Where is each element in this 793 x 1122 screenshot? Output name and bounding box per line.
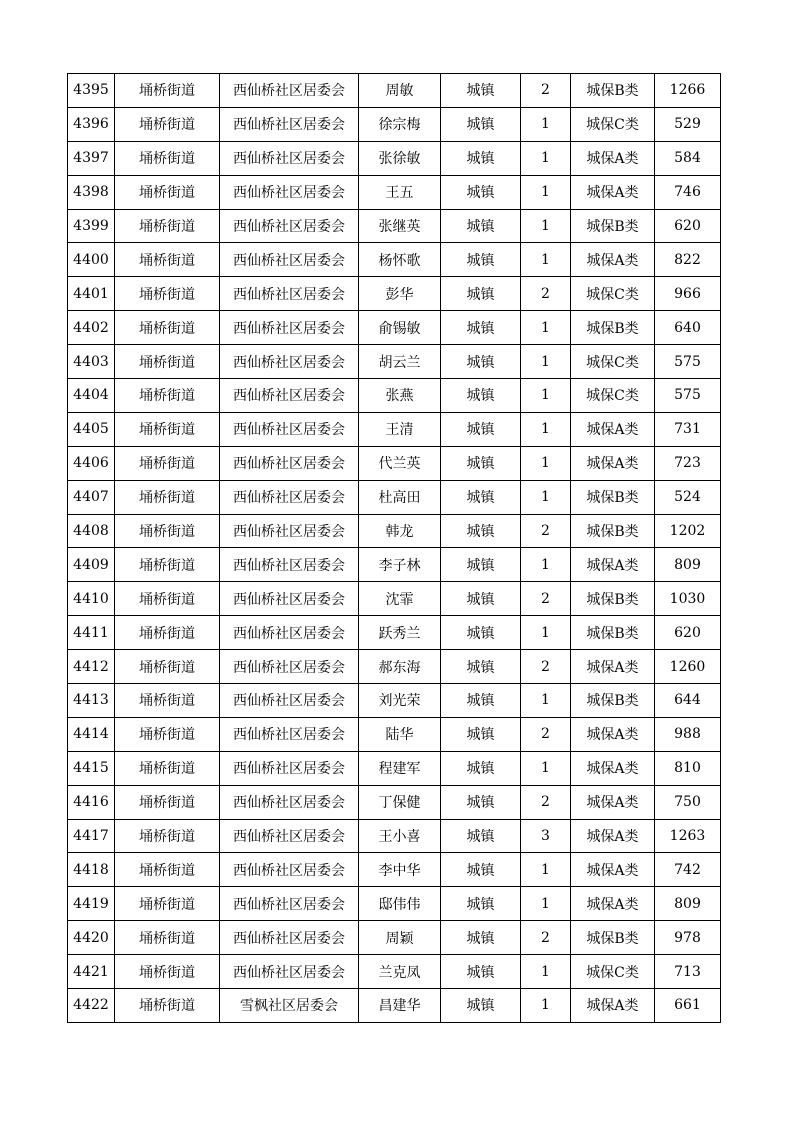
table-row bbox=[68, 514, 721, 548]
serial-number-cell: 4420 bbox=[68, 921, 115, 955]
serial-number-cell: 4401 bbox=[68, 277, 115, 311]
amount-cell: 1260 bbox=[655, 650, 721, 684]
subdistrict-cell: 埇桥街道 bbox=[115, 717, 220, 751]
amount-cell: 731 bbox=[655, 412, 721, 446]
community-cell: 西仙桥社区居委会 bbox=[220, 616, 359, 650]
person-name-cell: 徐宗梅 bbox=[359, 107, 441, 141]
table-row bbox=[68, 480, 721, 514]
area-type-cell: 城镇 bbox=[441, 751, 521, 785]
household-size-cell: 1 bbox=[521, 412, 571, 446]
subdistrict-cell: 埇桥街道 bbox=[115, 785, 220, 819]
amount-cell: 1263 bbox=[655, 819, 721, 853]
subdistrict-cell: 埇桥街道 bbox=[115, 107, 220, 141]
serial-number-cell: 4422 bbox=[68, 989, 115, 1023]
area-type-cell: 城镇 bbox=[441, 107, 521, 141]
amount-cell: 746 bbox=[655, 175, 721, 209]
serial-number-cell: 4409 bbox=[68, 548, 115, 582]
amount-cell: 810 bbox=[655, 751, 721, 785]
category-cell: 城保B类 bbox=[571, 921, 655, 955]
category-cell: 城保A类 bbox=[571, 175, 655, 209]
person-name-cell: 杨怀歌 bbox=[359, 243, 441, 277]
table-row bbox=[68, 616, 721, 650]
amount-cell: 529 bbox=[655, 107, 721, 141]
category-cell: 城保C类 bbox=[571, 107, 655, 141]
area-type-cell: 城镇 bbox=[441, 412, 521, 446]
table-row bbox=[68, 751, 721, 785]
serial-number-cell: 4417 bbox=[68, 819, 115, 853]
subdistrict-cell: 埇桥街道 bbox=[115, 955, 220, 989]
area-type-cell: 城镇 bbox=[441, 277, 521, 311]
category-cell: 城保A类 bbox=[571, 751, 655, 785]
household-size-cell: 1 bbox=[521, 379, 571, 413]
person-name-cell: 张继英 bbox=[359, 209, 441, 243]
household-size-cell: 1 bbox=[521, 955, 571, 989]
person-name-cell: 王小喜 bbox=[359, 819, 441, 853]
subdistrict-cell: 埇桥街道 bbox=[115, 141, 220, 175]
category-cell: 城保C类 bbox=[571, 277, 655, 311]
area-type-cell: 城镇 bbox=[441, 379, 521, 413]
serial-number-cell: 4416 bbox=[68, 785, 115, 819]
household-size-cell: 1 bbox=[521, 684, 571, 718]
community-cell: 西仙桥社区居委会 bbox=[220, 684, 359, 718]
table-row bbox=[68, 717, 721, 751]
community-cell: 西仙桥社区居委会 bbox=[220, 243, 359, 277]
serial-number-cell: 4414 bbox=[68, 717, 115, 751]
table-row bbox=[68, 819, 721, 853]
area-type-cell: 城镇 bbox=[441, 582, 521, 616]
household-size-cell: 1 bbox=[521, 141, 571, 175]
household-size-cell: 1 bbox=[521, 107, 571, 141]
category-cell: 城保B类 bbox=[571, 616, 655, 650]
area-type-cell: 城镇 bbox=[441, 616, 521, 650]
area-type-cell: 城镇 bbox=[441, 74, 521, 108]
area-type-cell: 城镇 bbox=[441, 446, 521, 480]
serial-number-cell: 4400 bbox=[68, 243, 115, 277]
serial-number-cell: 4399 bbox=[68, 209, 115, 243]
amount-cell: 713 bbox=[655, 955, 721, 989]
category-cell: 城保A类 bbox=[571, 548, 655, 582]
serial-number-cell: 4406 bbox=[68, 446, 115, 480]
subdistrict-cell: 埇桥街道 bbox=[115, 548, 220, 582]
amount-cell: 575 bbox=[655, 379, 721, 413]
table-row bbox=[68, 853, 721, 887]
household-size-cell: 2 bbox=[521, 785, 571, 819]
subdistrict-cell: 埇桥街道 bbox=[115, 853, 220, 887]
community-cell: 西仙桥社区居委会 bbox=[220, 921, 359, 955]
community-cell: 西仙桥社区居委会 bbox=[220, 107, 359, 141]
community-cell: 西仙桥社区居委会 bbox=[220, 141, 359, 175]
subdistrict-cell: 埇桥街道 bbox=[115, 277, 220, 311]
subdistrict-cell: 埇桥街道 bbox=[115, 650, 220, 684]
amount-cell: 644 bbox=[655, 684, 721, 718]
household-size-cell: 1 bbox=[521, 887, 571, 921]
category-cell: 城保A类 bbox=[571, 887, 655, 921]
amount-cell: 1030 bbox=[655, 582, 721, 616]
amount-cell: 640 bbox=[655, 311, 721, 345]
area-type-cell: 城镇 bbox=[441, 141, 521, 175]
table-row bbox=[68, 277, 721, 311]
table-row bbox=[68, 650, 721, 684]
area-type-cell: 城镇 bbox=[441, 921, 521, 955]
community-cell: 西仙桥社区居委会 bbox=[220, 819, 359, 853]
category-cell: 城保A类 bbox=[571, 446, 655, 480]
community-cell: 西仙桥社区居委会 bbox=[220, 717, 359, 751]
household-size-cell: 1 bbox=[521, 853, 571, 887]
community-cell: 西仙桥社区居委会 bbox=[220, 887, 359, 921]
amount-cell: 822 bbox=[655, 243, 721, 277]
area-type-cell: 城镇 bbox=[441, 480, 521, 514]
table-row bbox=[68, 582, 721, 616]
subdistrict-cell: 埇桥街道 bbox=[115, 209, 220, 243]
category-cell: 城保B类 bbox=[571, 514, 655, 548]
table-row bbox=[68, 955, 721, 989]
household-size-cell: 1 bbox=[521, 243, 571, 277]
amount-cell: 809 bbox=[655, 548, 721, 582]
person-name-cell: 韩龙 bbox=[359, 514, 441, 548]
household-size-cell: 2 bbox=[521, 514, 571, 548]
table-row bbox=[68, 107, 721, 141]
table-row bbox=[68, 141, 721, 175]
subdistrict-cell: 埇桥街道 bbox=[115, 74, 220, 108]
area-type-cell: 城镇 bbox=[441, 819, 521, 853]
subdistrict-cell: 埇桥街道 bbox=[115, 616, 220, 650]
subdistrict-cell: 埇桥街道 bbox=[115, 751, 220, 785]
table-row bbox=[68, 446, 721, 480]
community-cell: 雪枫社区居委会 bbox=[220, 989, 359, 1023]
subdistrict-cell: 埇桥街道 bbox=[115, 379, 220, 413]
area-type-cell: 城镇 bbox=[441, 650, 521, 684]
category-cell: 城保A类 bbox=[571, 819, 655, 853]
category-cell: 城保B类 bbox=[571, 311, 655, 345]
household-size-cell: 2 bbox=[521, 582, 571, 616]
subdistrict-cell: 埇桥街道 bbox=[115, 446, 220, 480]
area-type-cell: 城镇 bbox=[441, 175, 521, 209]
category-cell: 城保B类 bbox=[571, 684, 655, 718]
category-cell: 城保A类 bbox=[571, 853, 655, 887]
community-cell: 西仙桥社区居委会 bbox=[220, 74, 359, 108]
community-cell: 西仙桥社区居委会 bbox=[220, 582, 359, 616]
category-cell: 城保A类 bbox=[571, 717, 655, 751]
serial-number-cell: 4405 bbox=[68, 412, 115, 446]
category-cell: 城保C类 bbox=[571, 345, 655, 379]
subdistrict-cell: 埇桥街道 bbox=[115, 819, 220, 853]
table-row bbox=[68, 887, 721, 921]
community-cell: 西仙桥社区居委会 bbox=[220, 955, 359, 989]
area-type-cell: 城镇 bbox=[441, 785, 521, 819]
community-cell: 西仙桥社区居委会 bbox=[220, 650, 359, 684]
serial-number-cell: 4415 bbox=[68, 751, 115, 785]
person-name-cell: 王五 bbox=[359, 175, 441, 209]
category-cell: 城保A类 bbox=[571, 989, 655, 1023]
area-type-cell: 城镇 bbox=[441, 243, 521, 277]
category-cell: 城保A类 bbox=[571, 141, 655, 175]
serial-number-cell: 4398 bbox=[68, 175, 115, 209]
serial-number-cell: 4404 bbox=[68, 379, 115, 413]
amount-cell: 742 bbox=[655, 853, 721, 887]
subdistrict-cell: 埇桥街道 bbox=[115, 480, 220, 514]
category-cell: 城保A类 bbox=[571, 243, 655, 277]
person-name-cell: 李子林 bbox=[359, 548, 441, 582]
serial-number-cell: 4402 bbox=[68, 311, 115, 345]
serial-number-cell: 4419 bbox=[68, 887, 115, 921]
community-cell: 西仙桥社区居委会 bbox=[220, 785, 359, 819]
category-cell: 城保B类 bbox=[571, 74, 655, 108]
category-cell: 城保C类 bbox=[571, 955, 655, 989]
area-type-cell: 城镇 bbox=[441, 684, 521, 718]
amount-cell: 1202 bbox=[655, 514, 721, 548]
person-name-cell: 丁保健 bbox=[359, 785, 441, 819]
person-name-cell: 刘光荣 bbox=[359, 684, 441, 718]
household-size-cell: 1 bbox=[521, 548, 571, 582]
amount-cell: 620 bbox=[655, 209, 721, 243]
household-size-cell: 1 bbox=[521, 480, 571, 514]
household-size-cell: 2 bbox=[521, 74, 571, 108]
serial-number-cell: 4413 bbox=[68, 684, 115, 718]
amount-cell: 809 bbox=[655, 887, 721, 921]
person-name-cell: 杜高田 bbox=[359, 480, 441, 514]
amount-cell: 750 bbox=[655, 785, 721, 819]
person-name-cell: 郝东海 bbox=[359, 650, 441, 684]
household-size-cell: 1 bbox=[521, 446, 571, 480]
person-name-cell: 邸伟伟 bbox=[359, 887, 441, 921]
area-type-cell: 城镇 bbox=[441, 853, 521, 887]
community-cell: 西仙桥社区居委会 bbox=[220, 480, 359, 514]
serial-number-cell: 4412 bbox=[68, 650, 115, 684]
table-body bbox=[68, 74, 721, 1023]
category-cell: 城保A类 bbox=[571, 785, 655, 819]
household-size-cell: 1 bbox=[521, 209, 571, 243]
community-cell: 西仙桥社区居委会 bbox=[220, 175, 359, 209]
amount-cell: 584 bbox=[655, 141, 721, 175]
category-cell: 城保A类 bbox=[571, 412, 655, 446]
person-name-cell: 兰克凤 bbox=[359, 955, 441, 989]
household-size-cell: 2 bbox=[521, 921, 571, 955]
person-name-cell: 张徐敏 bbox=[359, 141, 441, 175]
person-name-cell: 王清 bbox=[359, 412, 441, 446]
community-cell: 西仙桥社区居委会 bbox=[220, 277, 359, 311]
subdistrict-cell: 埇桥街道 bbox=[115, 311, 220, 345]
table-row bbox=[68, 412, 721, 446]
serial-number-cell: 4410 bbox=[68, 582, 115, 616]
serial-number-cell: 4408 bbox=[68, 514, 115, 548]
serial-number-cell: 4418 bbox=[68, 853, 115, 887]
community-cell: 西仙桥社区居委会 bbox=[220, 853, 359, 887]
table-row bbox=[68, 989, 721, 1023]
amount-cell: 988 bbox=[655, 717, 721, 751]
amount-cell: 524 bbox=[655, 480, 721, 514]
community-cell: 西仙桥社区居委会 bbox=[220, 209, 359, 243]
table-row bbox=[68, 311, 721, 345]
table-row bbox=[68, 785, 721, 819]
serial-number-cell: 4407 bbox=[68, 480, 115, 514]
subdistrict-cell: 埇桥街道 bbox=[115, 921, 220, 955]
subdistrict-cell: 埇桥街道 bbox=[115, 582, 220, 616]
serial-number-cell: 4397 bbox=[68, 141, 115, 175]
category-cell: 城保B类 bbox=[571, 582, 655, 616]
subdistrict-cell: 埇桥街道 bbox=[115, 243, 220, 277]
area-type-cell: 城镇 bbox=[441, 311, 521, 345]
household-size-cell: 2 bbox=[521, 277, 571, 311]
category-cell: 城保B类 bbox=[571, 480, 655, 514]
community-cell: 西仙桥社区居委会 bbox=[220, 548, 359, 582]
person-name-cell: 程建军 bbox=[359, 751, 441, 785]
area-type-cell: 城镇 bbox=[441, 989, 521, 1023]
amount-cell: 661 bbox=[655, 989, 721, 1023]
person-name-cell: 李中华 bbox=[359, 853, 441, 887]
table-row bbox=[68, 379, 721, 413]
person-name-cell: 代兰英 bbox=[359, 446, 441, 480]
person-name-cell: 俞锡敏 bbox=[359, 311, 441, 345]
community-cell: 西仙桥社区居委会 bbox=[220, 379, 359, 413]
person-name-cell: 张燕 bbox=[359, 379, 441, 413]
community-cell: 西仙桥社区居委会 bbox=[220, 412, 359, 446]
subdistrict-cell: 埇桥街道 bbox=[115, 887, 220, 921]
household-size-cell: 1 bbox=[521, 345, 571, 379]
amount-cell: 978 bbox=[655, 921, 721, 955]
subdistrict-cell: 埇桥街道 bbox=[115, 175, 220, 209]
category-cell: 城保B类 bbox=[571, 209, 655, 243]
community-cell: 西仙桥社区居委会 bbox=[220, 751, 359, 785]
subdistrict-cell: 埇桥街道 bbox=[115, 412, 220, 446]
person-name-cell: 周颖 bbox=[359, 921, 441, 955]
table-row bbox=[68, 921, 721, 955]
recipient-table bbox=[67, 73, 721, 1023]
household-size-cell: 2 bbox=[521, 717, 571, 751]
person-name-cell: 跃秀兰 bbox=[359, 616, 441, 650]
subdistrict-cell: 埇桥街道 bbox=[115, 514, 220, 548]
table-row bbox=[68, 684, 721, 718]
serial-number-cell: 4411 bbox=[68, 616, 115, 650]
household-size-cell: 1 bbox=[521, 989, 571, 1023]
serial-number-cell: 4403 bbox=[68, 345, 115, 379]
category-cell: 城保A类 bbox=[571, 650, 655, 684]
household-size-cell: 1 bbox=[521, 311, 571, 345]
table-row bbox=[68, 243, 721, 277]
household-size-cell: 2 bbox=[521, 650, 571, 684]
amount-cell: 723 bbox=[655, 446, 721, 480]
amount-cell: 575 bbox=[655, 345, 721, 379]
area-type-cell: 城镇 bbox=[441, 887, 521, 921]
table-row bbox=[68, 74, 721, 108]
table-row bbox=[68, 209, 721, 243]
person-name-cell: 胡云兰 bbox=[359, 345, 441, 379]
household-size-cell: 1 bbox=[521, 175, 571, 209]
subdistrict-cell: 埇桥街道 bbox=[115, 345, 220, 379]
amount-cell: 966 bbox=[655, 277, 721, 311]
table-row bbox=[68, 175, 721, 209]
area-type-cell: 城镇 bbox=[441, 717, 521, 751]
area-type-cell: 城镇 bbox=[441, 345, 521, 379]
area-type-cell: 城镇 bbox=[441, 514, 521, 548]
community-cell: 西仙桥社区居委会 bbox=[220, 446, 359, 480]
serial-number-cell: 4396 bbox=[68, 107, 115, 141]
amount-cell: 1266 bbox=[655, 74, 721, 108]
area-type-cell: 城镇 bbox=[441, 955, 521, 989]
person-name-cell: 彭华 bbox=[359, 277, 441, 311]
table-row bbox=[68, 548, 721, 582]
category-cell: 城保C类 bbox=[571, 379, 655, 413]
subdistrict-cell: 埇桥街道 bbox=[115, 989, 220, 1023]
household-size-cell: 1 bbox=[521, 616, 571, 650]
household-size-cell: 1 bbox=[521, 751, 571, 785]
area-type-cell: 城镇 bbox=[441, 548, 521, 582]
community-cell: 西仙桥社区居委会 bbox=[220, 514, 359, 548]
amount-cell: 620 bbox=[655, 616, 721, 650]
table-row bbox=[68, 345, 721, 379]
person-name-cell: 周敏 bbox=[359, 74, 441, 108]
person-name-cell: 陆华 bbox=[359, 717, 441, 751]
subdistrict-cell: 埇桥街道 bbox=[115, 684, 220, 718]
community-cell: 西仙桥社区居委会 bbox=[220, 311, 359, 345]
household-size-cell: 3 bbox=[521, 819, 571, 853]
person-name-cell: 昌建华 bbox=[359, 989, 441, 1023]
person-name-cell: 沈霏 bbox=[359, 582, 441, 616]
serial-number-cell: 4421 bbox=[68, 955, 115, 989]
community-cell: 西仙桥社区居委会 bbox=[220, 345, 359, 379]
area-type-cell: 城镇 bbox=[441, 209, 521, 243]
serial-number-cell: 4395 bbox=[68, 74, 115, 108]
